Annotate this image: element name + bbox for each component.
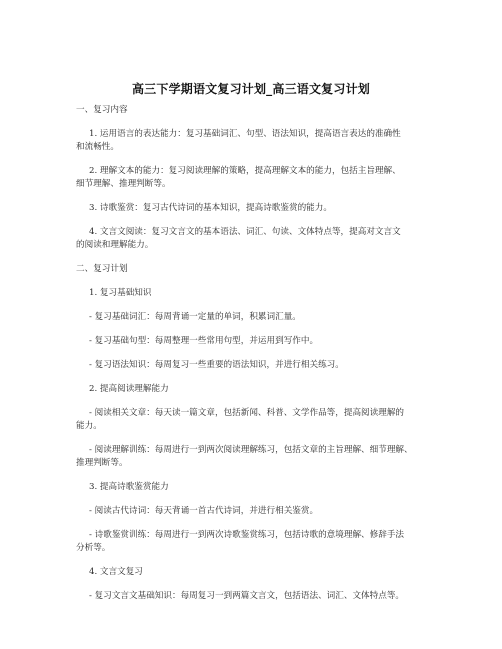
content-item-4: 4. 文言文阅读：复习文言文的基本语法、词汇、句读、文体特点等，提高对文言文 xyxy=(89,227,401,237)
plan-item-2-2: - 阅读理解训练：每周进行一到两次阅读理解练习，包括文章的主旨理解、细节理解、 xyxy=(89,445,413,455)
plan-heading-3: 3. 提高诗歌鉴赏能力 xyxy=(89,482,169,492)
page-title: 高三下学期语文复习计划_高三语文复习计划 xyxy=(131,82,370,96)
plan-item-4-1: - 复习文言文基础知识：每周复习一到两篇文言文，包括语法、词汇、文体特点等。 xyxy=(89,591,405,601)
plan-item-3-1: - 阅读古代诗词：每天背诵一首古代诗词，并进行相关鉴赏。 xyxy=(89,506,319,516)
plan-item-1-2: - 复习基础句型：每周整理一些常用句型，并运用到写作中。 xyxy=(89,336,319,346)
plan-item-3-2-cont: 分析等。 xyxy=(76,543,111,553)
plan-item-1-1: - 复习基础词汇：每周背诵一定量的单词，积累词汇量。 xyxy=(89,312,301,322)
plan-heading-2: 2. 提高阅读理解能力 xyxy=(89,384,169,394)
plan-item-2-1: - 阅读相关文章：每天读一篇文章，包括新闻、科普、文学作品等，提高阅读理解的 xyxy=(89,408,405,418)
plan-item-3-2: - 诗歌鉴赏训练：每周进行一到两次诗歌鉴赏练习，包括诗歌的意境理解、修辞手法 xyxy=(89,530,405,540)
content-item-1-cont: 和流畅性。 xyxy=(76,142,119,152)
content-item-2: 2. 理解文本的能力：复习阅读理解的策略，提高理解文本的能力，包括主旨理解、 xyxy=(89,166,401,176)
content-item-2-cont: 细节理解、推理判断等。 xyxy=(76,179,171,189)
content-item-1: 1. 运用语言的表达能力：复习基础词汇、句型、语法知识，提高语言表达的准确性 xyxy=(89,129,401,139)
content-item-4-cont: 的阅读和理解能力。 xyxy=(76,240,154,250)
section-heading-content: 一、复习内容 xyxy=(76,105,128,115)
plan-item-2-2-cont: 推理判断等。 xyxy=(76,458,128,468)
plan-heading-4: 4. 文言文复习 xyxy=(89,567,143,577)
section-heading-plan: 二、复习计划 xyxy=(76,264,128,274)
plan-heading-1: 1. 复习基础知识 xyxy=(89,288,152,298)
plan-item-2-1-cont: 能力。 xyxy=(76,421,102,431)
plan-item-1-3: - 复习语法知识：每周复习一些重要的语法知识，并进行相关练习。 xyxy=(89,360,344,370)
content-item-3: 3. 诗歌鉴赏：复习古代诗词的基本知识，提高诗歌鉴赏的能力。 xyxy=(89,203,332,213)
